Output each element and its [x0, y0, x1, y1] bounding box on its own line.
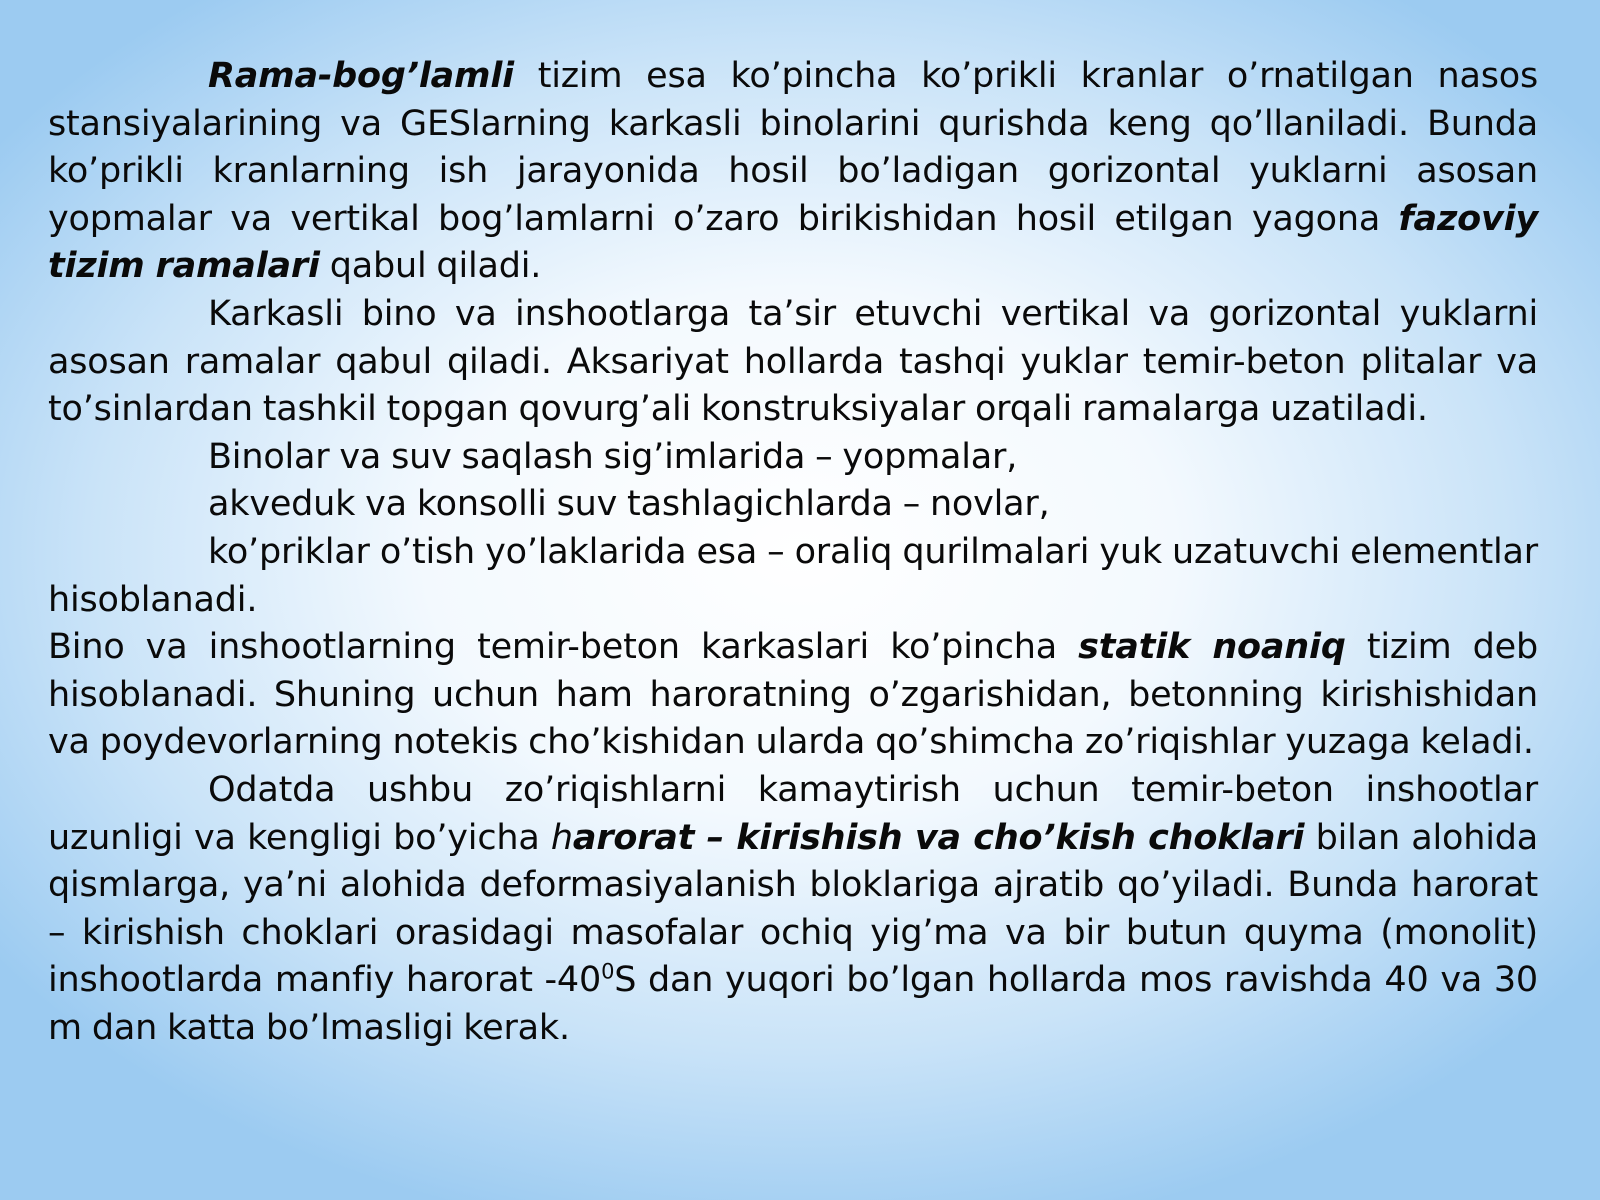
text-run: Odatda ushbu zo’riqishlarni kamaytirish uchun temir-beton inshootlar uzunligi va kengligi bo’yicha — [48, 769, 1538, 858]
paragraph-karkasli-bino — [48, 291, 1538, 434]
text-run-italic: h — [550, 817, 573, 858]
paragraph-list-novlar — [48, 481, 1538, 529]
text-run: Binolar va suv saqlash sig’imlarida – yopmalar, — [208, 436, 1018, 477]
term-fazoviy-tizim: fazoviy tizim ramalari — [48, 198, 1538, 287]
paragraph-list-yopmalar — [48, 434, 1538, 482]
text-run: bilan alohida qismlarga, ya’ni alohida deformasiyalanish bloklariga ajratib qo’yiladi. Bunda harorat – kirishish choklari orasidagi masofalar ochiq yig’ma va bir butun quyma (monolit) inshootlarda manfiy harorat -40 — [48, 817, 1538, 1001]
degree-superscript: 0 — [601, 959, 615, 984]
text-run: tizim esa ko’pincha ko’prikli kranlar o’rnatilgan nasos stansiyalarining va GESlarning karkasli binolarini qurishda keng qo’llaniladi. Bunda ko’prikli kranlarning ish jarayonida hosil bo’ladigan gorizontal yuklarni asosan yopmalar va vertikal bog’lamlarni o’zaro birikishidan hosil etilgan yagona — [48, 56, 1538, 239]
text-run: Karkasli bino va inshootlarga ta’sir etuvchi vertikal va gorizontal yuklarni asosan ramalar qabul qiladi. Aksariyat hollarda tashqi yuklar temir-beton plitalar va to’sinlardan tashkil topgan qovurg’ali konstruksiyalar orqali ramalarga uzatiladi. — [48, 293, 1538, 430]
paragraph-rama-boglamli — [48, 53, 1538, 291]
slide-text-body — [48, 53, 1538, 1052]
term-statik-noaniq: statik noaniq — [1078, 627, 1346, 668]
term-rama-boglamli: Rama-bog’lamli — [208, 56, 514, 96]
paragraph-statik-noaniq — [48, 624, 1538, 767]
text-run: qabul qiladi. — [319, 246, 542, 287]
paragraph-list-oraliq — [48, 529, 1538, 624]
text-run: Bino va inshootlarning temir-beton karkaslari ko’pincha — [48, 627, 1079, 668]
text-run: tizim deb hisoblanadi. Shuning uchun ham haroratning o’zgarishidan, betonning kirishishidan va poydevorlarning notekis cho’kishidan ularda qo’shimcha zo’riqishlar yuzaga keladi. — [48, 627, 1538, 763]
text-run: akveduk va konsolli suv tashlagichlarda – novlar, — [208, 484, 1050, 525]
text-run: ko’priklar o’tish yo’laklarida esa – oraliq qurilmalari yuk uzatuvchi elementlar hisoblanadi. — [48, 531, 1538, 620]
term-harorat-choklari: arorat – kirishish va cho’kish choklari — [572, 817, 1305, 858]
paragraph-choklar — [48, 767, 1538, 1053]
text-run: S dan yuqori bo’lgan hollarda mos ravishda 40 va 30 m dan katta bo’lmasligi kerak. — [48, 960, 1538, 1048]
